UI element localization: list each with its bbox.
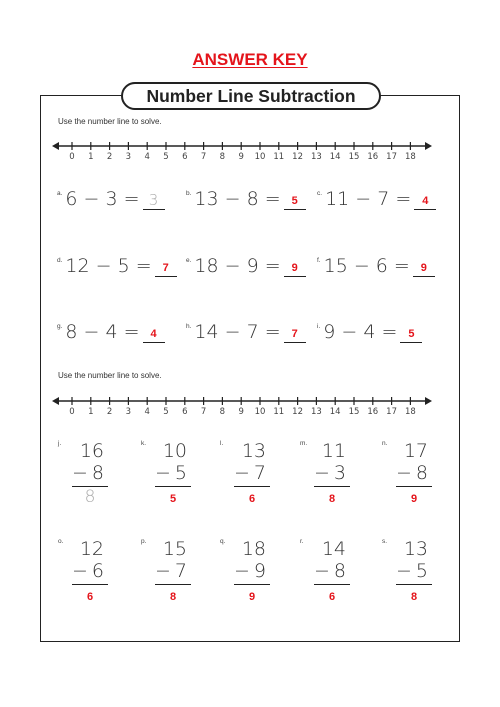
problem-m (300, 440, 360, 510)
problem-d (57, 255, 177, 277)
subtrahend: 5 (415, 560, 428, 582)
answer-value: 6 (328, 591, 336, 603)
number-line-2-axis (52, 395, 432, 407)
problem-label: h. (186, 323, 192, 330)
answer-line[interactable] (72, 584, 108, 585)
problem-label: i. (317, 323, 321, 330)
answer-blank[interactable] (143, 325, 165, 343)
minuend: 17 (403, 440, 428, 462)
problem-label: e. (186, 257, 192, 264)
problem-l (220, 440, 280, 510)
problem-expression: 14 − 7 = (194, 321, 281, 343)
answer-value: 9 (248, 591, 256, 603)
answer-blank[interactable] (143, 192, 165, 210)
answer-blank[interactable] (284, 325, 306, 343)
number-line-2-tick-label: 11 (273, 407, 285, 417)
answer-blank[interactable] (284, 259, 306, 277)
number-line-1-tick-label: 0 (69, 152, 75, 162)
problem-label: q. (220, 538, 226, 545)
problem-r (300, 538, 360, 608)
problem-expression: 11 − 7 = (325, 188, 412, 210)
answer-line[interactable] (234, 584, 270, 585)
problem-label: f. (317, 257, 321, 264)
number-line-2-tick-label: 3 (125, 407, 132, 417)
number-line-1-tick-label: 9 (238, 152, 244, 162)
problem-label: j. (58, 440, 62, 447)
problem-k (141, 440, 201, 510)
subtrahend: 7 (174, 560, 187, 582)
answer-value: 8 (169, 591, 177, 603)
number-line-1-tick-label: 4 (144, 152, 150, 162)
subtrahend: 3 (333, 462, 346, 484)
minus-sign: − (314, 560, 330, 582)
number-line-2-tick-label: 18 (404, 407, 416, 417)
number-line-2-tick-label: 14 (329, 407, 341, 417)
minus-sign: − (234, 560, 250, 582)
number-line-1-tick-label: 7 (200, 152, 207, 162)
answer-value: 4 (422, 195, 429, 207)
minuend: 18 (241, 538, 266, 560)
answer-value: 7 (291, 328, 298, 340)
problem-c (317, 188, 436, 210)
answer-value: 3 (148, 191, 159, 209)
minuend: 12 (79, 538, 104, 560)
number-line-2-tick-label: 8 (219, 407, 226, 417)
problem-label: n. (382, 440, 388, 447)
minus-sign: − (314, 462, 330, 484)
number-line-1-tick-label: 17 (386, 152, 397, 162)
subtrahend: 7 (253, 462, 266, 484)
subtrahend: 9 (253, 560, 266, 582)
subtrahend: 5 (174, 462, 187, 484)
number-line-1-tick-label: 8 (219, 152, 226, 162)
problem-s (382, 538, 442, 608)
number-line-2-tick-label: 15 (348, 407, 360, 417)
answer-line[interactable] (314, 486, 350, 487)
problem-h (186, 321, 306, 343)
problem-label: c. (317, 190, 323, 197)
number-line-1-tick-label: 13 (310, 152, 322, 162)
answer-value: 9 (410, 493, 418, 505)
number-line-2-tick-label: 9 (238, 407, 244, 417)
minuend: 14 (321, 538, 346, 560)
answer-value: 8 (410, 591, 418, 603)
number-line-1-tick-label: 6 (182, 152, 188, 162)
answer-line[interactable] (396, 486, 432, 487)
problem-expression: 13 − 8 = (194, 188, 281, 210)
problem-label: p. (141, 538, 147, 545)
number-line-2 (52, 395, 432, 417)
minuend: 10 (162, 440, 187, 462)
subtrahend: 8 (91, 462, 104, 484)
problem-label: m. (300, 440, 308, 447)
answer-value: 7 (162, 262, 169, 274)
answer-line[interactable] (314, 584, 350, 585)
number-line-1-tick-label: 16 (367, 152, 379, 162)
number-line-1 (52, 140, 432, 162)
minus-sign: − (155, 462, 171, 484)
problem-expression: 18 − 9 = (194, 255, 281, 277)
problem-q (220, 538, 280, 608)
number-line-1-tick-label: 5 (163, 152, 169, 162)
number-line-1-tick-label: 2 (106, 152, 113, 162)
answer-value: 4 (150, 328, 157, 340)
answer-blank[interactable] (155, 259, 177, 277)
minus-sign: − (155, 560, 171, 582)
number-line-2-tick-label: 7 (200, 407, 207, 417)
section2-instruction: Use the number line to solve. (58, 371, 162, 380)
number-line-2-tick-label: 0 (69, 407, 75, 417)
minuend: 13 (241, 440, 266, 462)
number-line-2-tick-label: 1 (88, 407, 94, 417)
problem-p (141, 538, 201, 608)
problem-n (382, 440, 442, 510)
number-line-1-tick-label: 15 (348, 152, 360, 162)
problem-label: r. (300, 538, 304, 545)
minus-sign: − (72, 560, 88, 582)
problem-expression: 15 − 6 = (323, 255, 410, 277)
problem-expression: 6 − 3 = (65, 188, 140, 210)
problem-label: b. (186, 190, 192, 197)
number-line-1-tick-label: 11 (273, 152, 285, 162)
number-line-2-tick-label: 10 (254, 407, 266, 417)
number-line-2-tick-label: 5 (163, 407, 169, 417)
problem-label: o. (58, 538, 64, 545)
answer-blank[interactable] (414, 192, 436, 210)
answer-value: 6 (86, 591, 94, 603)
number-line-2-left-arrow (52, 397, 59, 405)
answer-value: 9 (291, 262, 298, 274)
number-line-2-tick-label: 4 (144, 407, 150, 417)
answer-line[interactable] (155, 584, 191, 585)
number-line-1-tick-label: 1 (88, 152, 94, 162)
answer-value: 9 (420, 262, 427, 274)
worksheet-title: Number Line Subtraction (121, 82, 381, 110)
minuend: 13 (403, 538, 428, 560)
answer-line[interactable] (234, 486, 270, 487)
section1-instruction: Use the number line to solve. (58, 117, 162, 126)
answer-blank[interactable] (413, 259, 435, 277)
number-line-2-tick-label: 2 (106, 407, 113, 417)
number-line-1-tick-label: 14 (329, 152, 341, 162)
answer-line[interactable] (155, 486, 191, 487)
problem-label: g. (57, 323, 63, 330)
minus-sign: − (396, 560, 412, 582)
number-line-2-tick-label: 17 (386, 407, 397, 417)
problem-g (57, 321, 165, 343)
number-line-2-tick-label: 16 (367, 407, 379, 417)
minus-sign: − (234, 462, 250, 484)
answer-value: 5 (408, 328, 415, 340)
problem-j (58, 440, 118, 510)
number-line-1-axis (52, 140, 432, 152)
answer-blank[interactable] (400, 325, 422, 343)
number-line-1-tick-label: 3 (125, 152, 132, 162)
minus-sign: − (396, 462, 412, 484)
problem-o (58, 538, 118, 608)
problem-e (186, 255, 306, 277)
answer-value: 5 (169, 493, 177, 505)
problem-expression: 12 − 5 = (65, 255, 152, 277)
minuend: 15 (162, 538, 187, 560)
number-line-2-tick-label: 12 (292, 407, 303, 417)
number-line-1-left-arrow (52, 142, 59, 150)
problem-i (317, 321, 422, 343)
subtrahend: 8 (333, 560, 346, 582)
number-line-2-tick-label: 13 (310, 407, 322, 417)
number-line-2-tick-label: 6 (182, 407, 188, 417)
answer-value: 8 (84, 487, 96, 507)
minuend: 16 (79, 440, 104, 462)
minuend: 11 (321, 440, 346, 462)
problem-label: k. (141, 440, 147, 447)
number-line-1-tick-label: 18 (404, 152, 416, 162)
number-line-2-right-arrow (425, 397, 432, 405)
problem-f (317, 255, 435, 277)
answer-key-heading: ANSWER KEY (192, 50, 308, 69)
answer-blank[interactable] (284, 192, 306, 210)
problem-expression: 9 − 4 = (323, 321, 398, 343)
number-line-1-tick-label: 10 (254, 152, 266, 162)
subtrahend: 6 (91, 560, 104, 582)
problem-label: d. (57, 257, 63, 264)
number-line-1-tick-label: 12 (292, 152, 303, 162)
problem-b (186, 188, 306, 210)
problem-label: s. (382, 538, 388, 545)
subtrahend: 8 (415, 462, 428, 484)
answer-value: 6 (248, 493, 256, 505)
number-line-1-right-arrow (425, 142, 432, 150)
answer-value: 8 (328, 493, 336, 505)
answer-value: 5 (291, 195, 298, 207)
problem-label: a. (57, 190, 63, 197)
problem-a (57, 188, 165, 210)
minus-sign: − (72, 462, 88, 484)
problem-label: l. (220, 440, 224, 447)
answer-line[interactable] (396, 584, 432, 585)
problem-expression: 8 − 4 = (65, 321, 140, 343)
